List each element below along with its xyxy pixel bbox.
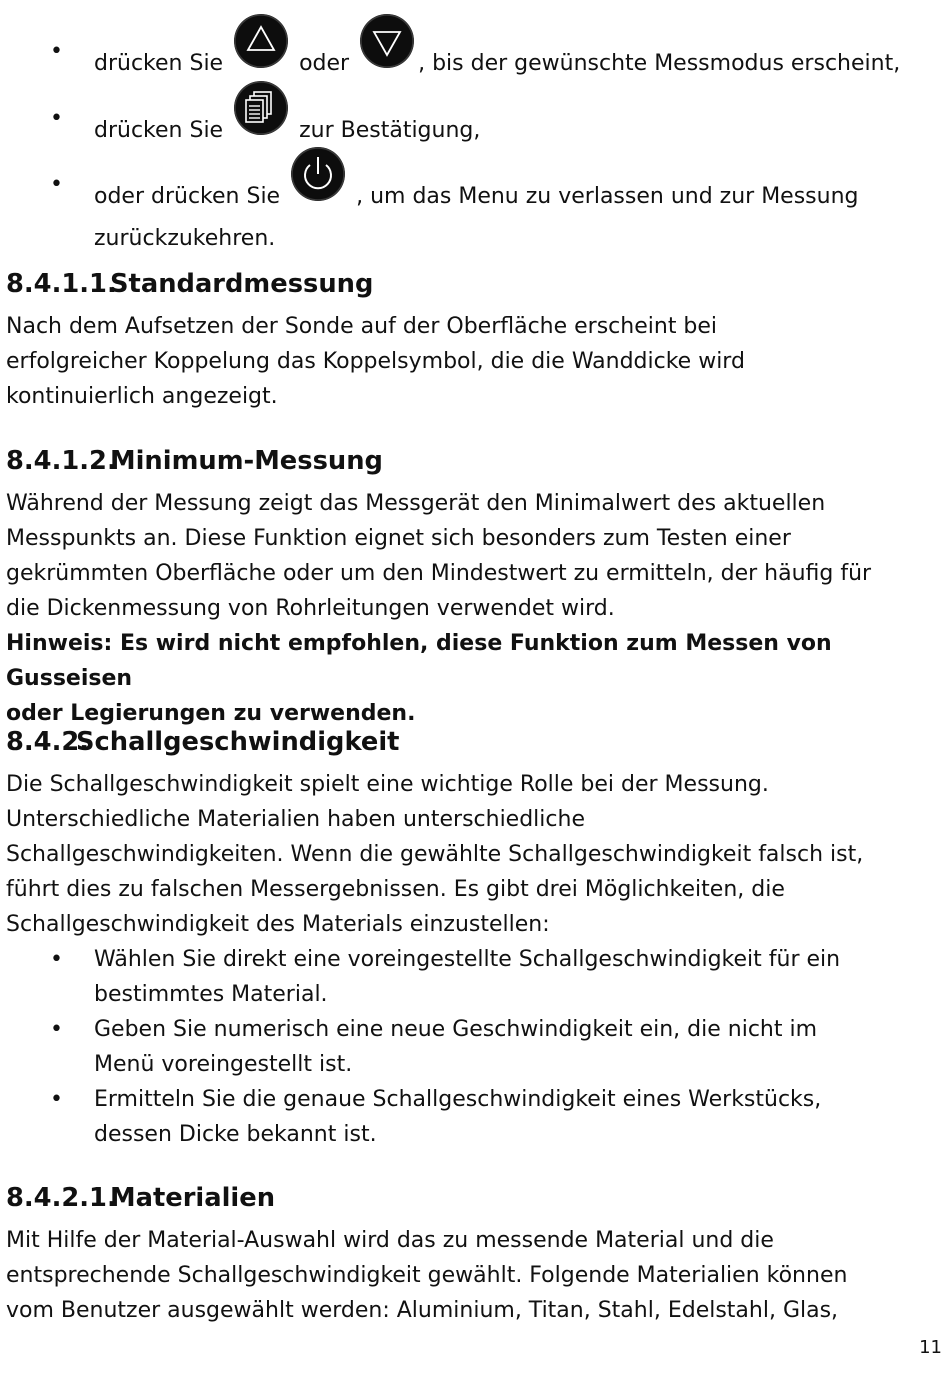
text-line: Schallgeschwindigkeiten. Wenn die gewählte Schallgeschwindigkeit falsch ist,	[6, 842, 864, 867]
bullet-text: oder	[299, 51, 350, 76]
list-item	[6, 101, 941, 155]
list-item	[6, 167, 941, 256]
page-number: 11	[919, 1337, 942, 1358]
section-schallgeschwindigkeit	[6, 725, 941, 760]
section-heading: 8.4.1.1.Standardmessung	[6, 269, 374, 299]
section-body	[6, 1223, 941, 1328]
bullet-text: oder drücken Sie	[94, 184, 281, 209]
bullet-text: zur Bestätigung,	[299, 118, 481, 143]
text-line: Nach dem Aufsetzen der Sonde auf der Oberfläche erscheint bei	[6, 314, 718, 339]
section-heading: 8.4.1.2.Minimum-Messung	[6, 446, 383, 476]
section-standardmessung	[6, 267, 941, 302]
text-line: vom Benutzer ausgewählt werden: Aluminium, Titan, Stahl, Edelstahl, Glas,	[6, 1298, 839, 1323]
power-icon	[291, 147, 345, 201]
note-line: oder Legierungen zu verwenden.	[6, 701, 416, 726]
text-line: gekrümmten Oberfläche oder um den Mindestwert zu ermitteln, der häufig für	[6, 561, 872, 586]
bullet-text: drücken Sie	[94, 51, 224, 76]
triangle-up-icon	[234, 14, 288, 68]
text-line: Schallgeschwindigkeit des Materials einzustellen:	[6, 912, 550, 937]
text-line: Während der Messung zeigt das Messgerät den Minimalwert des aktuellen	[6, 491, 826, 516]
list-item: • Geben Sie numerisch eine neue Geschwindigkeit ein, die nicht im Menü voreingestellt ist.	[6, 1012, 941, 1082]
bullet-text: , um das Menu zu verlassen und zur Messung	[356, 184, 859, 209]
section-heading: 8.4.2.Schallgeschwindigkeit	[6, 727, 400, 757]
text-line: Mit Hilfe der Material-Auswahl wird das zu messende Material und die	[6, 1228, 774, 1253]
bullet-text: , bis der gewünschte Messmodus erscheint,	[418, 51, 901, 76]
list-item: • Ermitteln Sie die genaue Schallgeschwindigkeit eines Werkstücks, dessen Dicke bekannt ist.	[6, 1082, 941, 1152]
text-line: die Dickenmessung von Rohrleitungen verwendet wird.	[6, 596, 615, 621]
section-heading: 8.4.2.1.Materialien	[6, 1183, 276, 1213]
text-line: entsprechende Schallgeschwindigkeit gewählt. Folgende Materialien können	[6, 1263, 848, 1288]
text-line: Die Schallgeschwindigkeit spielt eine wichtige Rolle bei der Messung.	[6, 772, 769, 797]
section-body	[6, 486, 941, 731]
section-body	[6, 309, 941, 414]
section-materialien	[6, 1181, 941, 1216]
text-line: erfolgreicher Koppelung das Koppelsymbol, die die Wanddicke wird	[6, 349, 745, 374]
list-item: • Wählen Sie direkt eine voreingestellte Schallgeschwindigkeit für ein bestimmtes Material.	[6, 942, 941, 1012]
pages-icon	[234, 81, 288, 135]
bullet-text: drücken Sie	[94, 118, 224, 143]
triangle-down-icon	[360, 14, 414, 68]
bullet-text: zurückzukehren.	[94, 226, 276, 251]
text-line: Messpunkts an. Diese Funktion eignet sich besonders zum Testen einer	[6, 526, 791, 551]
note-line: Hinweis: Es wird nicht empfohlen, diese Funktion zum Messen von Gusseisen	[6, 631, 832, 691]
section-body	[6, 767, 941, 1152]
section-minimum-messung	[6, 444, 941, 479]
text-line: Unterschiedliche Materialien haben unterschiedliche	[6, 807, 585, 832]
text-line: kontinuierlich angezeigt.	[6, 384, 278, 409]
list-item	[6, 34, 941, 88]
text-line: führt dies zu falschen Messergebnissen. Es gibt drei Möglichkeiten, die	[6, 877, 785, 902]
